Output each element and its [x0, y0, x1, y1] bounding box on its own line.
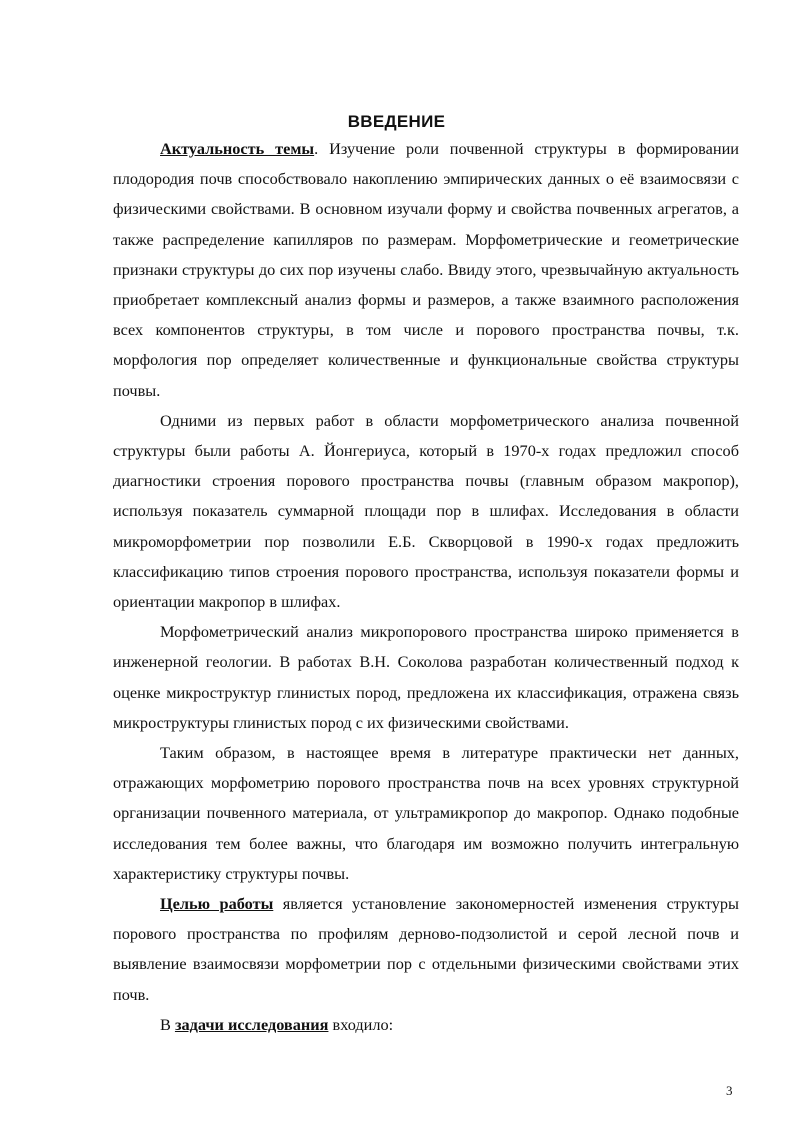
paragraph-history-text: Одними из первых работ в области морфометрического анализа почвенной структуры были работы А. Йонгериуса, который в 1970-х годах предложил способ диагностики строения порового пространства почвы (главным образом макропор), используя показатель суммарной площади пор в шлифах. Исследования в области микроморфометрии пор позволили Е.Б. Скворцовой в 1990-х годах предложить классификацию типов строения порового пространства, используя показатели формы и ориентации макропор в шлифах. [113, 410, 739, 612]
paragraph-goal [113, 889, 739, 1010]
paragraph-tasks [113, 1010, 739, 1040]
paragraph-geology-text: Морфометрический анализ микропорового пространства широко применяется в инженерной геологии. В работах В.Н. Соколова разработан количественный подход к оценке микроструктур глинистых пород, предложена их классификация, отражена связь микроструктуры глинистых пород с их физическими свойствами. [113, 622, 739, 732]
paragraph-tasks-prefix: В [160, 1014, 175, 1034]
paragraph-relevance [113, 134, 739, 406]
term-goal: Целью работы [160, 894, 274, 914]
body-text [113, 134, 739, 1040]
paragraph-geology [113, 617, 739, 738]
paragraph-goal-text: является установление закономерностей изменения структуры порового пространства по профилям дерново-подзолистой и серой лесной почв и выявление взаимосвязи морфометрии пор с отдельными физическими свойствами этих почв. [113, 894, 739, 1004]
paragraph-summary-text: Таким образом, в настоящее время в литературе практически нет данных, отражающих морфометрию порового пространства почв на всех уровнях структурной организации почвенного материала, от ультрамикропор до макропор. Однако подобные исследования тем более важны, что благодаря им возможно получить интегральную характеристику структуры почвы. [113, 743, 739, 883]
page-title: ВВЕДЕНИЕ [347, 112, 446, 131]
paragraph-relevance-text: . Изучение роли почвенной структуры в формировании плодородия почв способствовало накоплению эмпирических данных о её взаимосвязи с физическими свойствами. В основном изучали форму и свойства почвенных агрегатов, а также распределение капилляров по размерам. Морфометрические и геометрические признаки структуры до сих пор изучены слабо. Ввиду этого, чрезвычайную актуальность приобретает комплексный анализ формы и размеров, а также взаимного расположения всех компонентов структуры, в том числе и порового пространства почвы, т.к. морфология пор определяет количественные и функциональные свойства структуры почвы. [113, 139, 740, 400]
paragraph-history [113, 406, 739, 617]
page-number: 3 [726, 1083, 733, 1098]
term-relevance: Актуальность темы [160, 139, 315, 158]
term-tasks: задачи исследования [174, 1014, 329, 1034]
paragraph-tasks-text: входило: [328, 1014, 394, 1034]
paragraph-summary [113, 738, 739, 889]
